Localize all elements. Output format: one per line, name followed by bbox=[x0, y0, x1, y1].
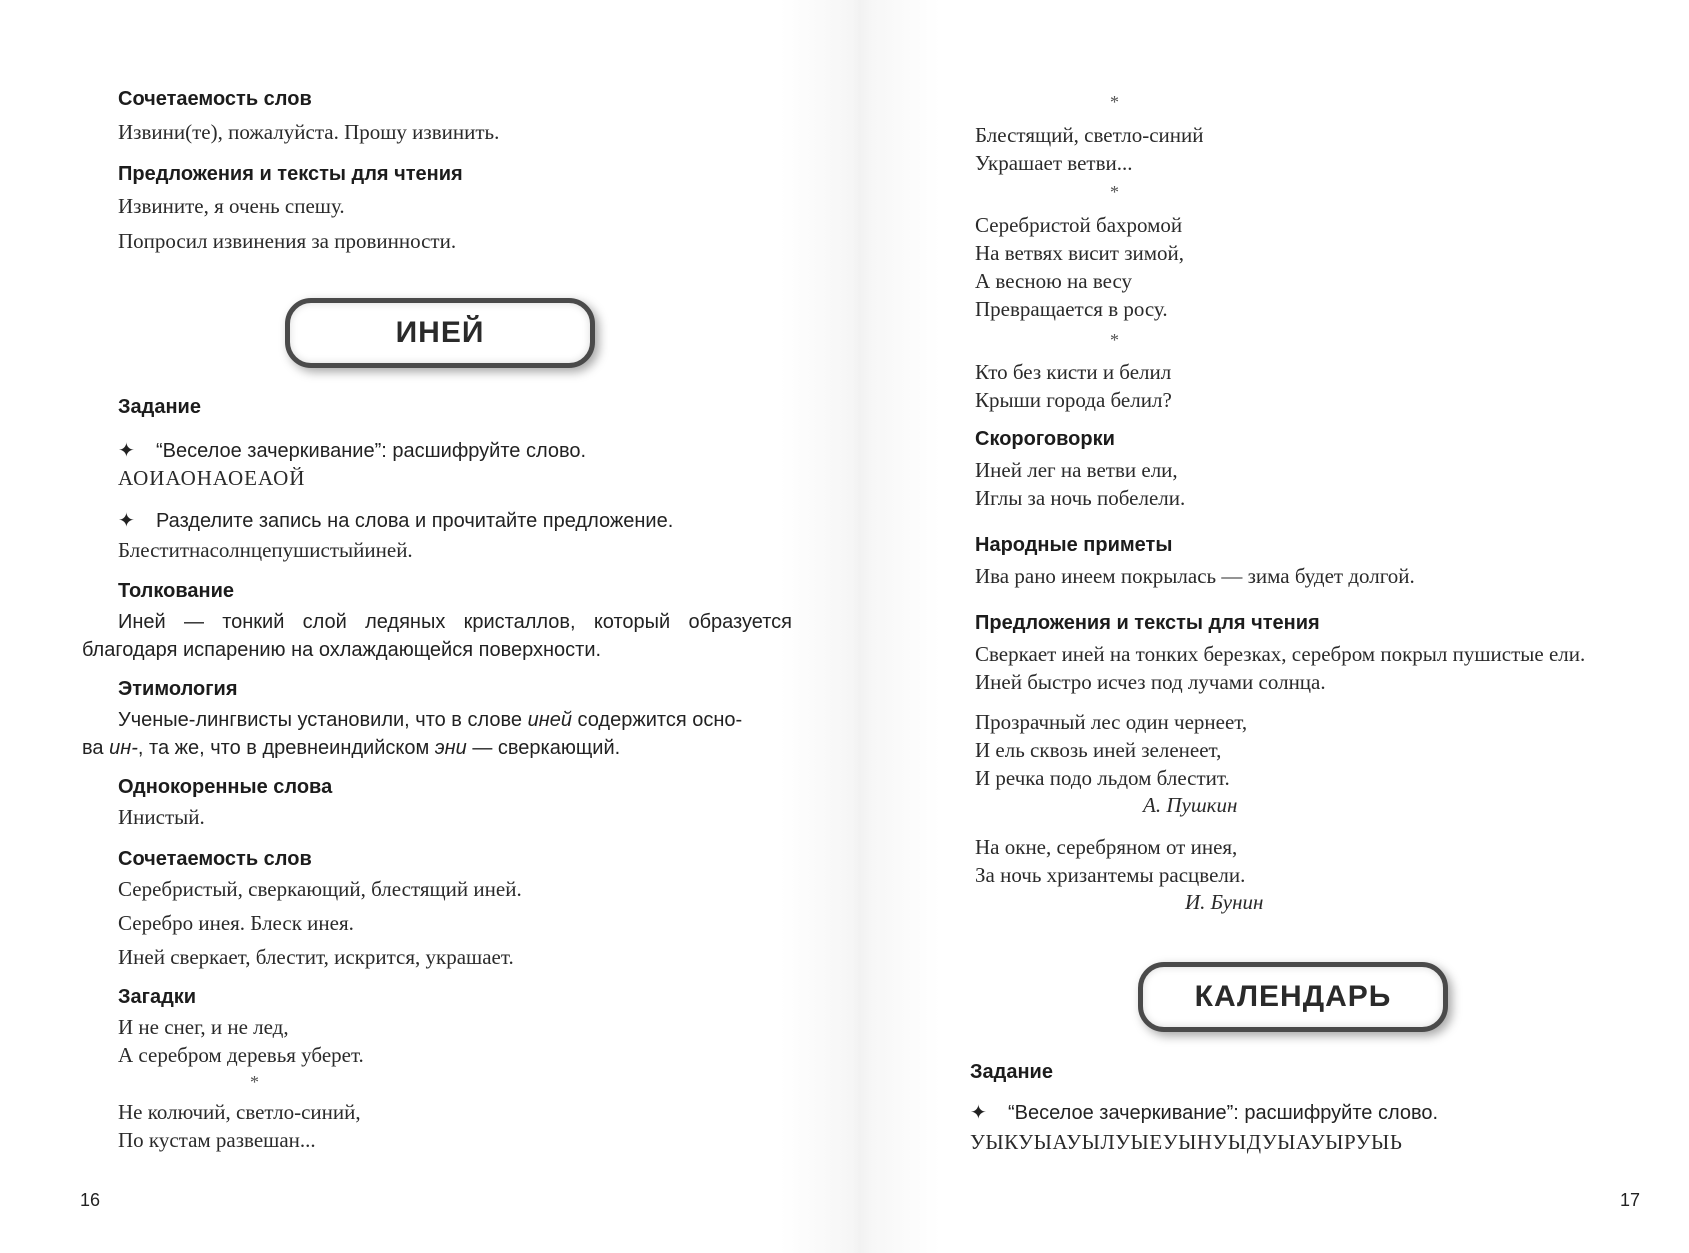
text-line: По кустам развешан... bbox=[118, 1128, 316, 1152]
text-line: Иней лег на ветви ели, bbox=[975, 458, 1178, 482]
section-heading: Народные приметы bbox=[975, 534, 1173, 556]
text-line: Сверкает иней на тонких березках, серебром покрыл пушистые ели. bbox=[975, 642, 1586, 666]
text-line: Украшает ветви... bbox=[975, 151, 1133, 175]
text-line: Инистый. bbox=[118, 805, 205, 829]
text-line: Иглы за ночь побелели. bbox=[975, 486, 1186, 510]
text-line: Ученые-лингвисты установили, что в слове иней содержится осно- bbox=[118, 709, 743, 731]
text-line: Превращается в росу. bbox=[975, 297, 1168, 321]
text-line: И ель сквозь иней зеленеет, bbox=[975, 738, 1222, 762]
page-number-right: 17 bbox=[1620, 1190, 1641, 1210]
text-line: Не колючий, светло-синий, bbox=[118, 1100, 361, 1124]
section-heading: Сочетаемость слов bbox=[118, 88, 312, 110]
section-heading: Скороговорки bbox=[975, 428, 1115, 450]
text-line: Иней сверкает, блестит, искрится, украшает. bbox=[118, 945, 514, 969]
text-line: Извините, я очень спешу. bbox=[118, 194, 345, 218]
bullet-star-icon: ✦ bbox=[118, 510, 135, 532]
task-item bbox=[970, 1100, 1438, 1125]
book-gutter bbox=[780, 0, 940, 1253]
task-text: “Веселое зачеркивание”: расшифруйте слово. bbox=[1008, 1102, 1439, 1124]
separator-star: * bbox=[1110, 92, 1119, 112]
text-line: За ночь хризантемы расцвели. bbox=[975, 863, 1246, 887]
poem-author: А. Пушкин bbox=[1143, 793, 1238, 817]
separator-star: * bbox=[1110, 182, 1119, 202]
separator-star: * bbox=[1110, 330, 1119, 350]
section-heading: Сочетаемость слов bbox=[118, 848, 312, 870]
text-line: Серебро инея. Блеск инея. bbox=[118, 911, 354, 935]
task-item bbox=[118, 438, 586, 463]
section-heading: Предложения и тексты для чтения bbox=[975, 612, 1320, 634]
text-line: Кто без кисти и белил bbox=[975, 360, 1172, 384]
page-number-left: 16 bbox=[80, 1190, 101, 1210]
text-line: Крыши города белил? bbox=[975, 388, 1172, 412]
text-line: Прозрачный лес один чернеет, bbox=[975, 710, 1248, 734]
word-title-box bbox=[285, 298, 595, 368]
word-title: КАЛЕНДАРЬ bbox=[1194, 980, 1392, 1013]
text-line: На ветвях висит зимой, bbox=[975, 241, 1185, 265]
text-line: И речка подо льдом блестит. bbox=[975, 766, 1230, 790]
text-line: ва ин-, та же, что в древнеиндийском эни — сверкающий. bbox=[82, 737, 621, 759]
puzzle-text: АОИАОНАОЕАОЙ bbox=[118, 466, 306, 490]
paragraph: Иней — тонкий слой ледяных кристаллов, который образуется благодаря испарению на охлаждающейся поверхности. bbox=[82, 611, 792, 661]
separator-star: * bbox=[250, 1072, 259, 1092]
section-heading: Задание bbox=[118, 396, 201, 418]
poem-author: И. Бунин bbox=[1185, 890, 1264, 914]
text-line: Извини(те), пожалуйста. Прошу извинить. bbox=[118, 120, 500, 144]
text-line: Блестящий, светло-синий bbox=[975, 123, 1204, 147]
text-line: И не снег, и не лед, bbox=[118, 1015, 289, 1039]
bullet-star-icon: ✦ bbox=[118, 440, 135, 462]
task-item bbox=[118, 508, 673, 533]
bullet-star-icon: ✦ bbox=[970, 1102, 987, 1124]
text-line: А серебром деревья уберет. bbox=[118, 1043, 364, 1067]
text-line: Серебристый, сверкающий, блестящий иней. bbox=[118, 877, 522, 901]
section-heading: Этимология bbox=[118, 678, 238, 700]
section-heading: Задание bbox=[970, 1061, 1053, 1083]
word-title: ИНЕЙ bbox=[395, 316, 485, 349]
section-heading: Однокоренные слова bbox=[118, 776, 333, 798]
text-line: Попросил извинения за провинности. bbox=[118, 229, 457, 253]
section-heading: Загадки bbox=[118, 986, 197, 1008]
section-heading: Толкование bbox=[118, 580, 234, 602]
text-line: Серебристой бахромой bbox=[975, 213, 1183, 237]
text-line: Ива рано инеем покрылась — зима будет долгой. bbox=[975, 564, 1415, 588]
text-line: Иней быстро исчез под лучами солнца. bbox=[975, 670, 1326, 694]
section-heading: Предложения и тексты для чтения bbox=[118, 163, 463, 185]
puzzle-text: УЫКУЫАУЫЛУЫЕУЫНУЫДУЫАУЫРУЫЬ bbox=[970, 1130, 1403, 1154]
word-title-box bbox=[1138, 962, 1448, 1032]
task-text: “Веселое зачеркивание”: расшифруйте слово. bbox=[156, 440, 587, 462]
text-line: На окне, серебряном от инея, bbox=[975, 835, 1238, 859]
puzzle-text: Блеститнасолнцепушистыйиней. bbox=[118, 538, 413, 562]
task-text: Разделите запись на слова и прочитайте предложение. bbox=[156, 510, 674, 532]
text-line: А весною на весу bbox=[975, 269, 1133, 293]
